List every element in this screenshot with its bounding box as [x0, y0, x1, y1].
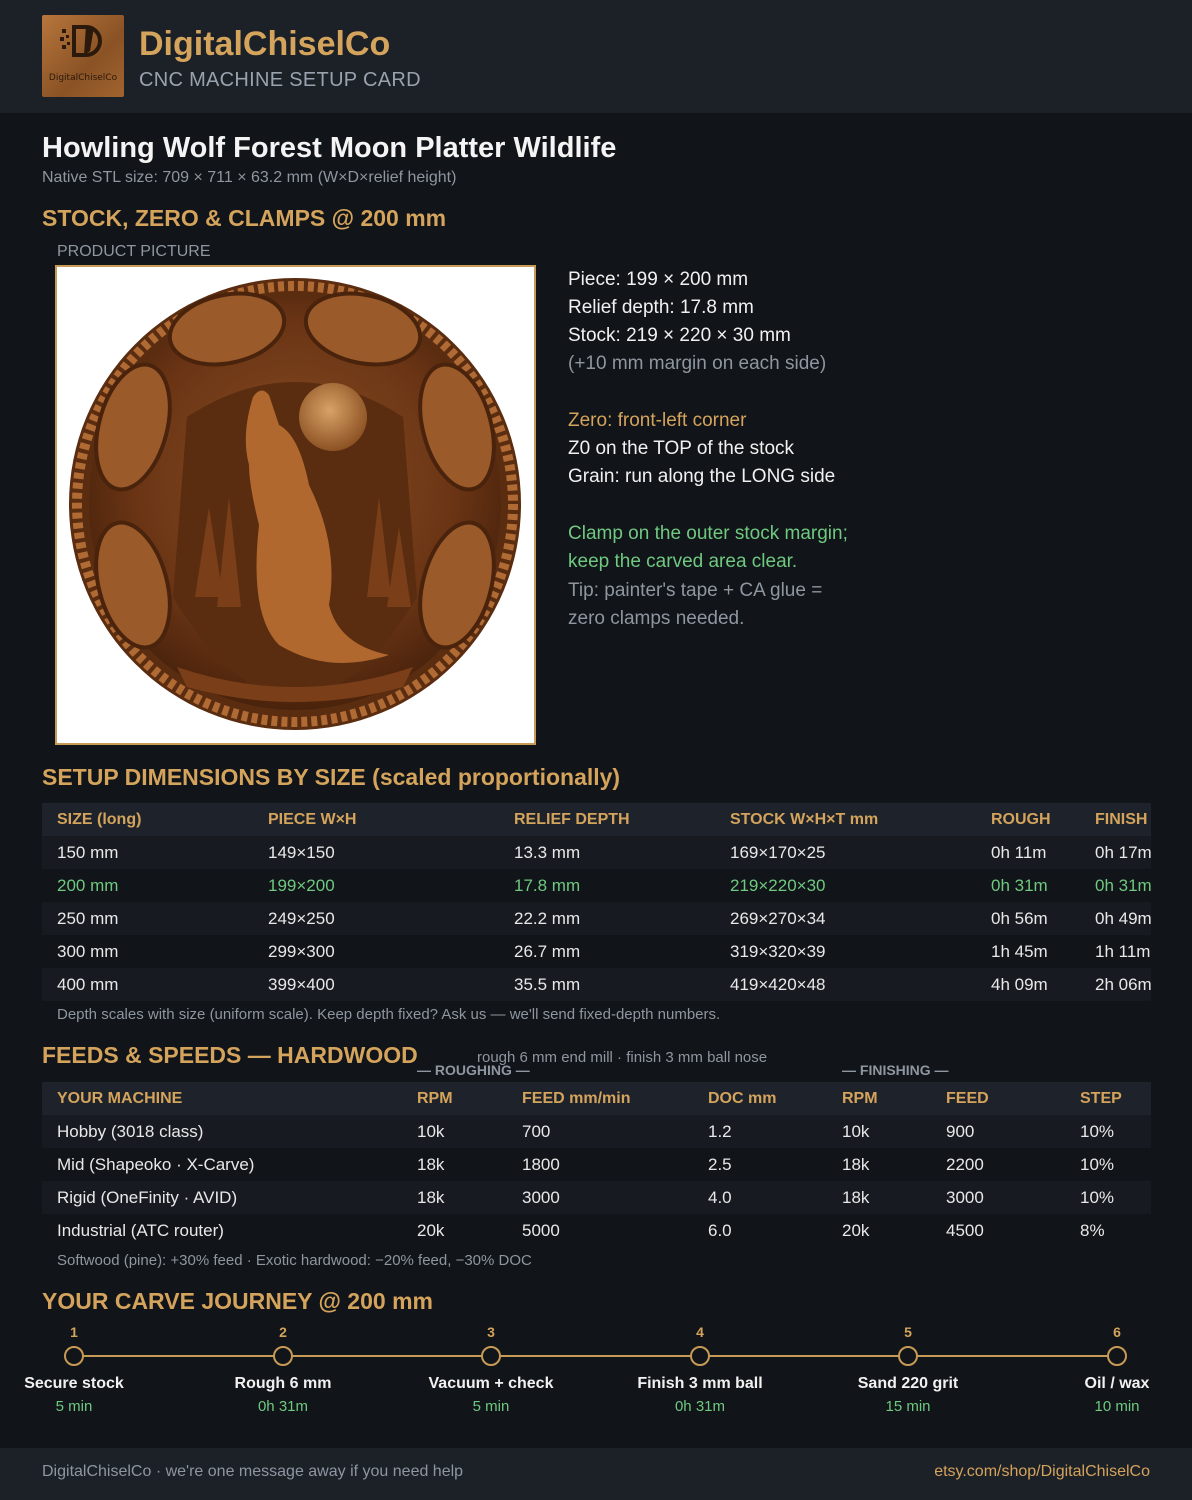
header [0, 0, 1192, 113]
cell: Hobby (3018 class) [57, 1122, 204, 1141]
cell: 199×200 [268, 876, 335, 895]
step-label: Rough 6 mm [234, 1375, 332, 1392]
table-row [42, 1148, 1151, 1181]
step-label: Oil / wax [1084, 1375, 1150, 1392]
col-doc: DOC mm [708, 1090, 777, 1107]
stock-size: Stock: 219 × 220 × 30 mm [568, 325, 791, 346]
table-row-highlighted [42, 869, 1151, 902]
logo-text: DigitalChiselCo [48, 73, 118, 83]
cell: 10% [1080, 1188, 1115, 1207]
grain-note: Grain: run along the LONG side [568, 466, 836, 487]
roughing-group-label: — ROUGHING — [417, 1062, 530, 1078]
table-header [42, 1082, 1151, 1115]
step-duration: 15 min [885, 1398, 931, 1415]
cell: 18k [417, 1155, 445, 1174]
cell: 4500 [946, 1221, 984, 1240]
step-number: 5 [904, 1324, 912, 1340]
cell: 219×220×30 [730, 876, 826, 895]
step-duration: 0h 31m [257, 1398, 309, 1415]
col-rough-rpm: RPM [417, 1090, 453, 1107]
tip-note-2: zero clamps needed. [568, 608, 745, 629]
table-row [42, 935, 1151, 968]
cell: 1h 45m [991, 942, 1048, 961]
cell: 399×400 [268, 975, 335, 994]
cell: 10% [1080, 1155, 1115, 1174]
cell: 700 [522, 1122, 551, 1141]
finishing-group-label: — FINISHING — [842, 1062, 949, 1078]
step-number: 4 [696, 1324, 704, 1340]
cell: 0h 31m [991, 876, 1048, 895]
cell: 249×250 [268, 909, 335, 928]
cell: 3000 [522, 1188, 560, 1207]
feeds-note: Softwood (pine): +30% feed · Exotic hardwood: −20% feed, −30% DOC [57, 1252, 532, 1269]
dimensions-table [42, 803, 1151, 1001]
cell: 18k [417, 1188, 445, 1207]
step-duration: 0h 31m [674, 1398, 726, 1415]
cell: 1.2 [708, 1122, 732, 1141]
step-label: Vacuum + check [428, 1375, 554, 1392]
step-dot-icon [1107, 1346, 1127, 1366]
col-rough-feed: FEED mm/min [522, 1090, 631, 1107]
cell: 13.3 mm [514, 843, 581, 862]
step-number: 2 [279, 1324, 287, 1340]
cell: 2200 [946, 1155, 984, 1174]
cell: 419×420×48 [730, 975, 826, 994]
step-dot-icon [64, 1346, 84, 1366]
cell: 0h 11m [991, 843, 1047, 862]
cell: 0h 56m [991, 909, 1048, 928]
brand-logo [42, 15, 124, 97]
step-label: Secure stock [24, 1375, 124, 1392]
cell: 169×170×25 [730, 843, 826, 862]
cell: 18k [842, 1188, 870, 1207]
native-size: Native STL size: 709 × 711 × 63.2 mm (W×D×relief height) [42, 169, 457, 186]
cell: 5000 [522, 1221, 560, 1240]
cell: 10% [1080, 1122, 1115, 1141]
relief-depth: Relief depth: 17.8 mm [568, 297, 754, 318]
cell: 0h 31m [1095, 876, 1152, 895]
shop-link[interactable]: etsy.com/shop/DigitalChiselCo [934, 1463, 1150, 1480]
cell: 200 mm [57, 876, 119, 895]
col-finish: FINISH [1095, 811, 1148, 828]
cell: 20k [417, 1221, 445, 1240]
step-label: Sand 220 grit [857, 1375, 959, 1392]
cell: 10k [417, 1122, 445, 1141]
stock-heading: STOCK, ZERO & CLAMPS @ 200 mm [42, 205, 447, 231]
cell: 400 mm [57, 975, 119, 994]
cell: 1800 [522, 1155, 560, 1174]
cell: 269×270×34 [730, 909, 826, 928]
journey-heading: YOUR CARVE JOURNEY @ 200 mm [42, 1288, 433, 1314]
col-finish-rpm: RPM [842, 1090, 878, 1107]
cell: 0h 49m [1095, 909, 1152, 928]
margin-note: (+10 mm margin on each side) [568, 353, 827, 374]
table-row [42, 1181, 1151, 1214]
cell: 3000 [946, 1188, 984, 1207]
footer [0, 1448, 1192, 1500]
col-piece: PIECE W×H [268, 811, 357, 828]
cell: 35.5 mm [514, 975, 581, 994]
feeds-table [42, 1082, 1151, 1247]
journey-timeline [74, 1355, 1118, 1357]
cell: 2h 06m [1095, 975, 1152, 994]
clamp-note-2: keep the carved area clear. [568, 551, 798, 572]
tip-note-1: Tip: painter's tape + CA glue = [568, 580, 823, 601]
picture-label: PRODUCT PICTURE [57, 243, 211, 260]
cell: 150 mm [57, 843, 119, 862]
step-dot-icon [690, 1346, 710, 1366]
step-duration: 5 min [472, 1398, 510, 1415]
piece-size: Piece: 199 × 200 mm [568, 269, 749, 290]
cell: 6.0 [708, 1221, 732, 1240]
col-rough: ROUGH [991, 811, 1051, 828]
product-picture [55, 265, 536, 745]
table-row [42, 1115, 1151, 1148]
cell: 10k [842, 1122, 870, 1141]
cell: 0h 17m [1095, 843, 1152, 862]
cell: Rigid (OneFinity · AVID) [57, 1188, 238, 1207]
step-number: 1 [70, 1324, 78, 1340]
cell: 300 mm [57, 942, 119, 961]
table-row [42, 902, 1151, 935]
col-step: STEP [1080, 1090, 1122, 1107]
step-duration: 10 min [1094, 1398, 1140, 1415]
cell: 900 [946, 1122, 975, 1141]
table-row [42, 836, 1151, 869]
dimensions-note: Depth scales with size (uniform scale). Keep depth fixed? Ask us — we'll send fixed-depth numbers. [57, 1006, 721, 1023]
cell: 2.5 [708, 1155, 732, 1174]
cell: 4h 09m [991, 975, 1048, 994]
card-subtitle: CNC MACHINE SETUP CARD [139, 69, 421, 91]
cell: 20k [842, 1221, 870, 1240]
col-machine: YOUR MACHINE [57, 1090, 183, 1107]
step-dot-icon [481, 1346, 501, 1366]
cell: 26.7 mm [514, 942, 581, 961]
z0-note: Z0 on the TOP of the stock [568, 438, 795, 459]
cell: 22.2 mm [514, 909, 581, 928]
feeds-heading: FEEDS & SPEEDS — HARDWOOD [42, 1042, 418, 1068]
table-row [42, 1214, 1151, 1247]
cell: 18k [842, 1155, 870, 1174]
cell: 4.0 [708, 1188, 732, 1207]
dimensions-heading: SETUP DIMENSIONS BY SIZE (scaled proportionally) [42, 764, 621, 790]
cell: 250 mm [57, 909, 119, 928]
step-label: Finish 3 mm ball [637, 1375, 763, 1392]
cell: 149×150 [268, 843, 335, 862]
col-relief: RELIEF DEPTH [514, 811, 630, 828]
feeds-subtitle: rough 6 mm end mill · finish 3 mm ball nose [477, 1049, 768, 1066]
wolf-platter-image [57, 267, 534, 743]
cell: Mid (Shapeoko · X-Carve) [57, 1155, 255, 1174]
col-stock: STOCK W×H×T mm [730, 811, 879, 828]
step-number: 3 [487, 1324, 495, 1340]
col-size: SIZE (long) [57, 811, 142, 828]
zero-point: Zero: front-left corner [568, 410, 747, 431]
brand-name: DigitalChiselCo [139, 25, 391, 63]
cell: 319×320×39 [730, 942, 826, 961]
chisel-logo-icon [56, 21, 110, 67]
step-duration: 5 min [55, 1398, 93, 1415]
step-dot-icon [898, 1346, 918, 1366]
col-finish-feed: FEED [946, 1090, 989, 1107]
footer-help-text: DigitalChiselCo · we're one message away if you need help [42, 1463, 464, 1480]
cell: 8% [1080, 1221, 1105, 1240]
cell: 17.8 mm [514, 876, 581, 895]
cell: 1h 11m [1095, 942, 1151, 961]
step-number: 6 [1113, 1324, 1121, 1340]
clamp-note-1: Clamp on the outer stock margin; [568, 523, 848, 544]
table-row [42, 968, 1151, 1001]
cell: 299×300 [268, 942, 335, 961]
cell: Industrial (ATC router) [57, 1221, 224, 1240]
step-dot-icon [273, 1346, 293, 1366]
table-header [42, 803, 1151, 836]
product-title: Howling Wolf Forest Moon Platter Wildlife [42, 132, 617, 164]
